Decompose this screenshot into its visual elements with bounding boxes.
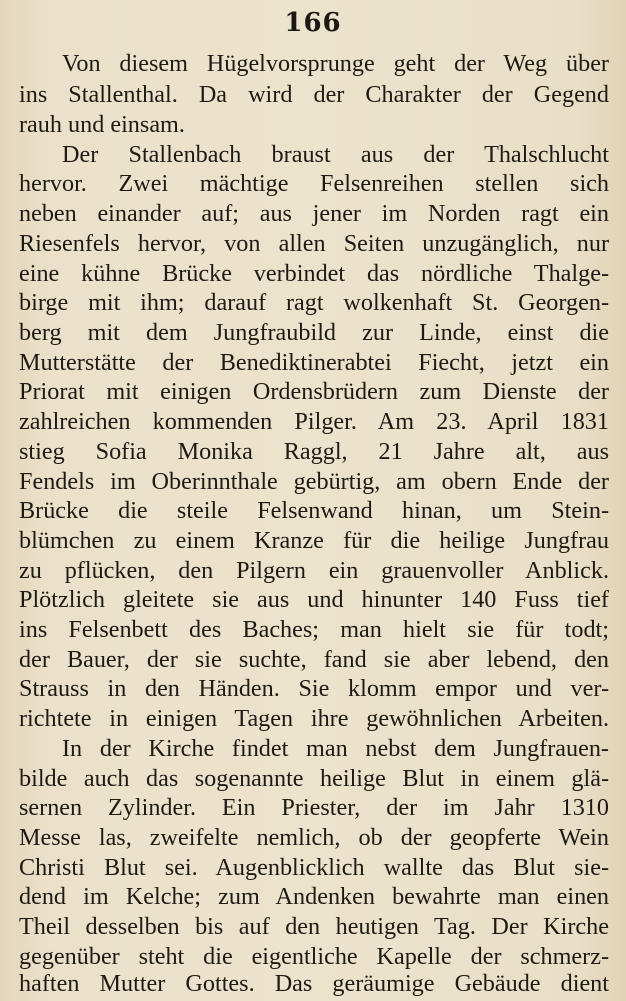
- text-line: Priorat mit einigen Ordensbrüdern zum Dienste der: [19, 378, 609, 405]
- text-line: Riesenfels hervor, von allen Seiten unzugänglich, nur: [19, 230, 609, 257]
- text-line: Messe las, zweifelte nemlich, ob der geopferte Wein: [19, 824, 609, 851]
- text-line: In der Kirche findet man nebst dem Jungfrauen-: [62, 735, 609, 762]
- text-line: sernen Zylinder. Ein Priester, der im Jahr 1310: [19, 794, 609, 821]
- text-line: hervor. Zwei mächtige Felsenreihen stellen sich: [19, 170, 609, 197]
- text-line: Fendels im Oberinnthale gebürtig, am obern Ende der: [19, 468, 609, 495]
- text-line: Strauss in den Händen. Sie klomm empor und ver-: [19, 675, 609, 702]
- text-line: neben einander auf; aus jener im Norden ragt ein: [19, 200, 609, 227]
- text-line: Brücke die steile Felsenwand hinan, um Stein-: [19, 497, 609, 524]
- text-line: blümchen zu einem Kranze für die heilige Jungfrau: [19, 527, 609, 554]
- text-line: ins Stallenthal. Da wird der Charakter der Gegend: [19, 81, 609, 108]
- text-line: bilde auch das sogenannte heilige Blut in einem glä-: [19, 765, 609, 792]
- text-line: berg mit dem Jungfraubild zur Linde, einst die: [19, 319, 609, 346]
- text-line: eine kühne Brücke verbindet das nördliche Thalge-: [19, 260, 609, 287]
- text-line: rauh und einsam.: [19, 111, 185, 138]
- text-line: stieg Sofia Monika Raggl, 21 Jahre alt, aus: [19, 438, 609, 465]
- page-number: 166: [284, 8, 342, 38]
- text-line: Plötzlich gleitete sie aus und hinunter 140 Fuss tief: [19, 586, 609, 613]
- text-line: birge mit ihm; darauf ragt wolkenhaft St. Georgen-: [19, 289, 609, 316]
- text-line: Von diesem Hügelvorsprunge geht der Weg über: [62, 50, 609, 77]
- text-line: Christi Blut sei. Augenblicklich wallte das Blut sie-: [19, 854, 609, 881]
- text-line: haften Mutter Gottes. Das geräumige Gebäude dient: [19, 970, 609, 997]
- text-line: der Bauer, der sie suchte, fand sie aber lebend, den: [19, 646, 609, 673]
- text-line: Mutterstätte der Benediktinerabtei Fiecht, jetzt ein: [19, 349, 609, 376]
- text-line: richtete in einigen Tagen ihre gewöhnlichen Arbeiten.: [19, 705, 609, 732]
- text-line: zu pflücken, den Pilgern ein grauenvoller Anblick.: [19, 557, 609, 584]
- text-line: Der Stallenbach braust aus der Thalschlucht: [62, 141, 609, 168]
- text-line: zahlreichen kommenden Pilger. Am 23. April 1831: [19, 408, 609, 435]
- text-line: ins Felsenbett des Baches; man hielt sie für todt;: [19, 616, 609, 643]
- text-line: gegenüber steht die eigentliche Kapelle der schmerz-: [19, 943, 609, 970]
- text-line: Theil desselben bis auf den heutigen Tag. Der Kirche: [19, 913, 609, 940]
- text-line: dend im Kelche; zum Andenken bewahrte man einen: [19, 883, 609, 910]
